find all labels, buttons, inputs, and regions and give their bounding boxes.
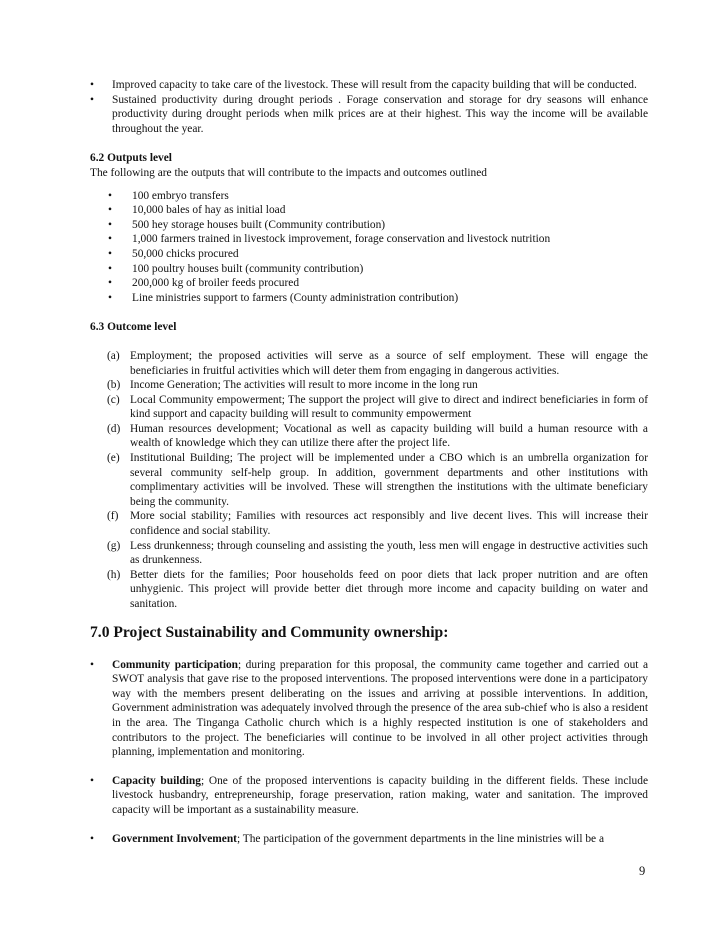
section-heading-outcome: 6.3 Outcome level [90,321,177,334]
list-letter: (b) [107,379,121,392]
bullet-icon: • [108,218,112,231]
list-item: (f) More social stability; Families with resources act responsibly and live decent lives. This will increase their confidence and social stability. [107,510,648,538]
list-item: • Capacity building; One of the proposed interventions is capacity building in the different fields. These include livestock husbandry, entrepreneurship, forage preservation, ration making, water and sanitation. The improved capacity will be important as a sustainability measure. [90,774,648,816]
bullet-icon: • [90,93,94,106]
list-letter: (e) [107,452,120,465]
item-title: Community participation [112,658,239,671]
page-content [90,78,648,860]
list-item: • 200,000 kg of broiler feeds procured [108,277,300,290]
list-letter: (g) [107,539,121,552]
list-item: • Improved capacity to take care of the livestock. These will result from the capacity building that will be conducted. [90,79,637,91]
bullet-icon: • [90,774,94,787]
item-title: Government Involvement [112,832,237,845]
list-letter: (d) [107,422,121,435]
item-title: Capacity building [112,774,201,787]
list-item: • 10,000 bales of hay as initial load [108,204,286,217]
list-item: (h) Better diets for the families; Poor households feed on poor diets that lack proper nutrition and are often unhygienic. This project will provide better diet through more income and capacity building on water and sanitation. [107,568,648,610]
list-item: (e) Institutional Building; The project will be implemented under a CBO which is an umbrella organization for several community self-help group. In addition, government departments and other institutions with complimentary activities will be involved. These will strengthen the institutions with the ultimate beneficiary being the community. [107,452,648,508]
sustainability-list [90,658,648,847]
list-item: • 100 poultry houses built (community contribution) [108,262,364,275]
list-item: • 1,000 farmers trained in livestock improvement, forage conservation and livestock nutrition [108,233,551,246]
list-item: • 500 hey storage houses built (Community contribution) [108,218,386,231]
list-letter: (a) [107,349,120,362]
bullet-icon: • [108,247,112,260]
section-heading-sustainability: 7.0 Project Sustainability and Community ownership: [90,623,449,641]
bullet-icon: • [90,832,94,845]
list-item: • 100 embryo transfers [108,189,229,202]
bullet-icon: • [90,658,94,671]
list-item: (g) Less drunkenness; through counseling and assisting the youth, less men will engage in destructive activities such as drunkenness. [107,539,648,567]
list-letter: (c) [107,393,120,406]
top-bullet-list [90,78,648,136]
list-item: (c) Local Community empowerment; The support the project will give to direct and indirect beneficiaries in form of kind support and capacity building will result to community empowerment [107,393,648,421]
bullet-icon: • [90,79,94,91]
list-item: • 50,000 chicks procured [108,247,239,260]
outputs-list [90,189,648,306]
bullet-icon: • [108,233,112,246]
outcome-list [90,349,648,612]
list-item: • Government Involvement; The participation of the government departments in the line ministries will be a [90,832,605,845]
list-letter: (f) [107,510,119,523]
bullet-icon: • [108,204,112,217]
list-item: (b) Income Generation; The activities will result to more income in the long run [107,379,478,392]
list-item: • Sustained productivity during drought periods . Forage conservation and storage for dry seasons will enhance productivity during drought periods when milk prices are at their highest. This way the income will be available throughout the year. [90,93,648,135]
bullet-icon: • [108,277,112,290]
page-number: 9 [639,864,646,878]
list-item: (a) Employment; the proposed activities will serve as a source of self employment. These will engage the beneficiaries in fruitful activities which will deter them from engaging in dangerous activities. [107,349,648,377]
list-letter: (h) [107,568,121,581]
bullet-icon: • [108,262,112,275]
bullet-icon: • [108,291,112,304]
section-heading-outputs: 6.2 Outputs level [90,152,172,165]
list-item: • Line ministries support to farmers (County administration contribution) [108,291,459,304]
bullet-icon: • [108,189,112,202]
list-item: (d) Human resources development; Vocational as well as capacity building will build a human resource with a wealth of knowledge which they can utilize there after the project life. [107,422,648,450]
list-item: • Community participation; during preparation for this proposal, the community came together and carried out a SWOT analysis that gave rise to the proposed interventions. The proposed interventions were done in a participatory way with the members present deliberating on the issues and arriving at possible interventions. In addition, Government administration was adequately involved through the presence of the area sub-chief who is also a resident in the area. The Tinganga Catholic church which is a highly respected institution is one of stakeholders and contributors to the project. The beneficiaries will continue to be involved in all other project activities through planning, implementation and monitoring. [90,658,648,759]
outputs-intro: The following are the outputs that will contribute to the impacts and outcomes outlined [90,166,488,179]
